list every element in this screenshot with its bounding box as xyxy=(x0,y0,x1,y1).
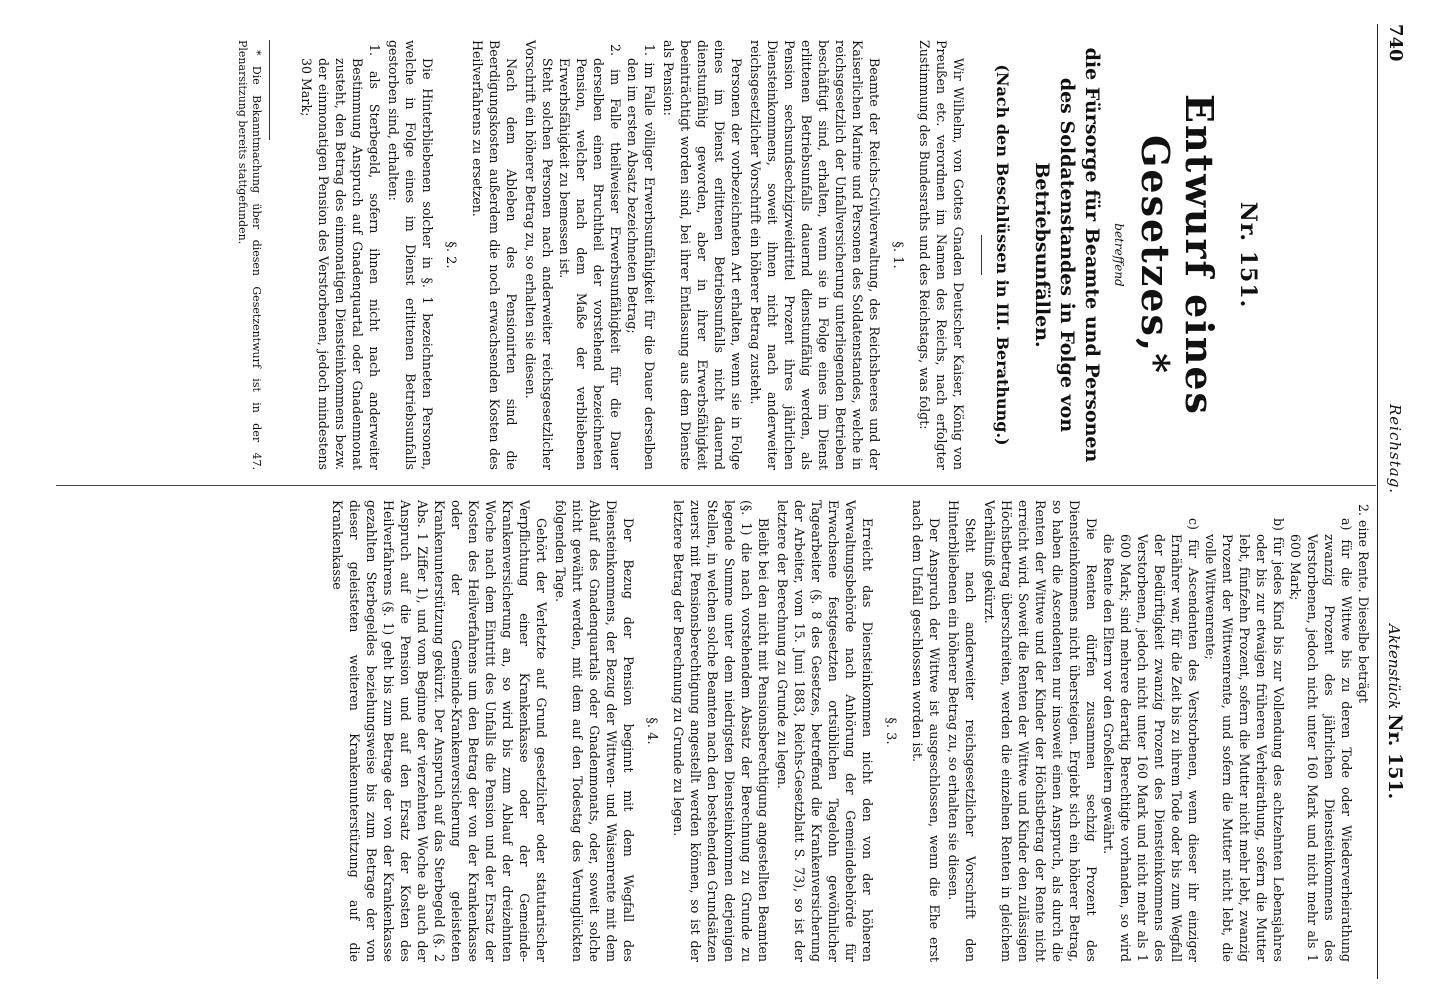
column-divider xyxy=(56,485,1376,486)
section-1-paragraph-4: Nach dem Ableben des Pensionirten sind die Beerdigungskosten außerdem die noch erwachsenden Kosten des Heilverfahrens zu ersetzen. xyxy=(470,40,519,470)
section-1-item-1: 1. im Falle völliger Erwerbsunfähigkeit für die Dauer derselben den im ersten Absatz bezeichneten Betrag; xyxy=(625,44,657,470)
section-2-heading: §. 2. xyxy=(443,241,458,269)
section-2-item-1: 1. als Sterbegeld, sofern ihnen nicht nach anderweiter Bestimmung Anspruch auf Gnadenquartal oder Gnadenmonat zusteht, den Betrag des einmonatigen Diensteinkommens bezw. der einmonatigen Pension des Verstorbenen, jedoch mindestens 30 Mark; xyxy=(299,44,382,470)
section-1-heading: §. 1. xyxy=(890,241,905,269)
section-4-paragraph-2: Gehört der Verletzte auf Grund gesetzlicher oder statutarischer Verpflichtung einer Krankenkasse oder der Gemeinde-Krankenversicherung an, so wird bis zum Ablauf der dreizehnten Woche nach dem Eintritt des Unfalls die Pension und der Ersatz der Kosten des Heilverfahrens um den Betrag der von der Krankenkasse oder der Gemeinde-Krankenversicherung geleisteten Krankenunterstützung gekürzt. Der Anspruch auf das Sterbegeld (§. 2 Abs. 1 Ziffer 1), und vom Beginne der vierzehnten Woche ab auch der Anspruch auf die Pension und auf den Ersatz der Kosten des Heilverfahrens (§. 1) geht bis zum Betrage der von der Krankenkasse gezahlten Sterbegeldes beziehungsweise bis zum Betrage der von dieser geleisteten weiteren Krankenunterstützung auf die Krankenkasse xyxy=(330,500,549,962)
right-column xyxy=(327,500,1372,962)
running-head-prefix: Aktenstück xyxy=(1385,624,1403,710)
footnote: * Die Bekanntmachung über diesen Gesetzentwurf ist in der 47. Plenarsitzung bereits stattgefunden. xyxy=(236,40,263,470)
section-3-paragraph-1: Erreicht das Diensteinkommen nicht den von der höheren Verwaltungsbehörde nach Anhörung der Gemeindebehörde für Erwachsene festgesetzten ortsüblichen Tagelohn gewöhnlicher Tagearbeiter (§. 8 des Gesetzes, betreffend die Krankenversicherung der Arbeiter, vom 15. Juni 1883, Reichs-Gesetzblatt S. 73), so ist der letztere der Berechnung zu Grunde zu legen. xyxy=(775,500,875,962)
preamble: Wir Wilhelm, von Gottes Gnaden Deutscher Kaiser, König von Preußen etc. verordnen im Namen des Reichs, nach erfolgter Zustimmung des Bundesraths und des Reichstags, was folgt: xyxy=(917,40,966,470)
running-head-number: Nr. 151. xyxy=(1384,714,1406,800)
law-subject: die Fürsorge für Beamte und Personen des Soldatenstandes in Folge von Betriebsunfällen. xyxy=(1031,47,1103,463)
running-head-right xyxy=(1384,624,1406,799)
section-4-paragraph-1: Der Bezug der Pension beginnt mit dem Wegfall des Diensteinkommens, der Bezug der Wittwen- und Waisenrente mit dem Ablauf des Gnadenquartals oder Gnadenmonats, oder, soweit solche nicht gewährt werden, mit dem auf den Todestag des Verunglückten folgenden Tage. xyxy=(553,500,636,962)
section-1-paragraph-3: Steht solchen Personen nach anderweiter reichsgesetzlicher Vorschrift ein höherer Betrag zu, so erhalten sie diesen. xyxy=(523,40,555,470)
section-1-item-2: 2. im Falle theilweiser Erwerbsunfähigkeit für die Dauer derselben einen Bruchtheil der vorstehend bezeichneten Pension, welcher nach dem Maße der verbliebenen Erwerbsfähigkeit zu bemessen ist. xyxy=(557,44,623,470)
left-column xyxy=(233,40,1366,470)
section-2-paragraph-2: Die Renten dürfen zusammen sechzig Prozent des Diensteinkommens nicht übersteigen. Ergiebt sich ein höherer Betrag, so haben die Ascendenten nur insoweit einen Anspruch, als durch die Renten der Wittwe und der Kinder der Höchstbetrag der Rente nicht erreicht wird. Soweit die Renten der Wittwe und Kinder den zulässigen Höchstbetrag überschreiten, werden die einzelnen Renten in gleichem Verhältniß gekürzt. xyxy=(982,500,1099,962)
section-2-paragraph-3: Steht nach anderweiter reichsgesetzlicher Vorschrift den Hinterbliebenen ein höherer Betrag zu, so erhalten sie diesen. xyxy=(946,500,978,962)
section-4-heading: §. 4. xyxy=(644,717,659,745)
section-2-item-2c: c) für Ascendenten des Verstorbenen, wenn dieser ihr einziger Ernährer war, für die Zeit bis zu ihrem Tode oder bis zum Wegfall der Bedürftigkeit zwanzig Prozent des Diensteinkommens des Verstorbenen, jedoch nicht unter 160 Mark und nicht mehr als 1 600 Mark; sind mehrere derartig Berechtigte vorhanden, so wird die Rente den Eltern vor den Großeltern gewährt. xyxy=(1101,518,1201,962)
betreffend-label: betreffend xyxy=(1112,223,1126,287)
section-1-paragraph-1: Beamte der Reichs-Civilverwaltung, des Reichsheeres und der Kaiserlichen Marine und Personen des Soldatenstandes, welche in reichsgesetzlich der Unfallversicherung unterliegenden Betrieben beschäftigt sind, erhalten, wenn sie in Folge eines im Dienst erlittenen Betriebsunfalls dauernd dienstunfähig werden, als Pension sechsundsechzigzweidrittel Prozent ihres jährlichen Diensteinkommens, soweit ihnen nicht nach anderweiter reichsgesetzlicher Vorschrift ein höherer Betrag zusteht. xyxy=(748,40,882,470)
section-2-item-2-intro: 2. eine Rente. Dieselbe beträgt xyxy=(1356,504,1371,703)
header-rule xyxy=(1377,24,1378,979)
section-2-paragraph-4: Der Anspruch der Wittwe ist ausgeschlossen, wenn die Ehe erst nach dem Unfall geschlossen worden ist. xyxy=(910,500,942,962)
document-title: Entwurf eines Gesetzes,* xyxy=(1133,94,1222,416)
section-2-paragraph-1: Die Hinterbliebenen solcher in §. 1 bezeichneten Personen, welche in Folge eines im Dienst erlittenen Betriebsunfalls gestorben sind, erhalten: xyxy=(386,40,435,470)
page-header xyxy=(1380,24,1406,979)
section-3-paragraph-2: Bleibt bei den nicht mit Pensionsberechtigung angestellten Beamten (§. 1) die nach vorstehendem Absatz der Berechnung zu Grunde zu legende Summe unter dem niedrigsten Diensteinkommen derjenigen Stellen, in welchen solche Beamten nach den bestehenden Grundsätzen zuerst mit Pensionsberechtigung angestellt werden können, so ist der letztere Betrag der Berechnung zu Grunde zu legen. xyxy=(671,500,771,962)
footnote-rule xyxy=(269,40,270,140)
title-rule xyxy=(981,235,982,275)
document-number: Nr. 151. xyxy=(1235,201,1261,309)
reading-note: (Nach den Beschlüssen in III. Berathung.) xyxy=(993,64,1012,446)
page-number: 740 xyxy=(1385,24,1406,62)
section-3-heading: §. 3. xyxy=(883,717,898,745)
running-head-center: Reichstag. xyxy=(1386,404,1404,495)
section-2-item-2b: b) für jedes Kind bis zur Vollendung des achtzehnten Lebensjahres oder bis zur etwaigen früheren Verheirathung, sofern die Mutter lebt, fünfzehn Prozent, sofern die Mutter nicht mehr lebt, zwanzig Prozent der Wittwenrente, und sofern die Mutter nicht lebt, die volle Wittwenrente; xyxy=(1203,518,1286,962)
section-2-item-2a: a) für die Wittwe bis zu deren Tode oder Wiederverheirathung zwanzig Prozent des jährlichen Diensteinkommens des Verstorbenen, jedoch nicht unter 160 Mark und nicht mehr als 1 600 Mark; xyxy=(1288,518,1354,962)
section-1-paragraph-2: Personen der vorbezeichneten Art erhalten, wenn sie in Folge eines im Dienst erlittenen Betriebsunfalls nicht dauernd dienstunfähig geworden, aber in ihrer Erwerbsfähigkeit beeinträchtigt worden sind, bei ihrer Entlassung aus dem Dienste als Pension: xyxy=(661,40,744,470)
